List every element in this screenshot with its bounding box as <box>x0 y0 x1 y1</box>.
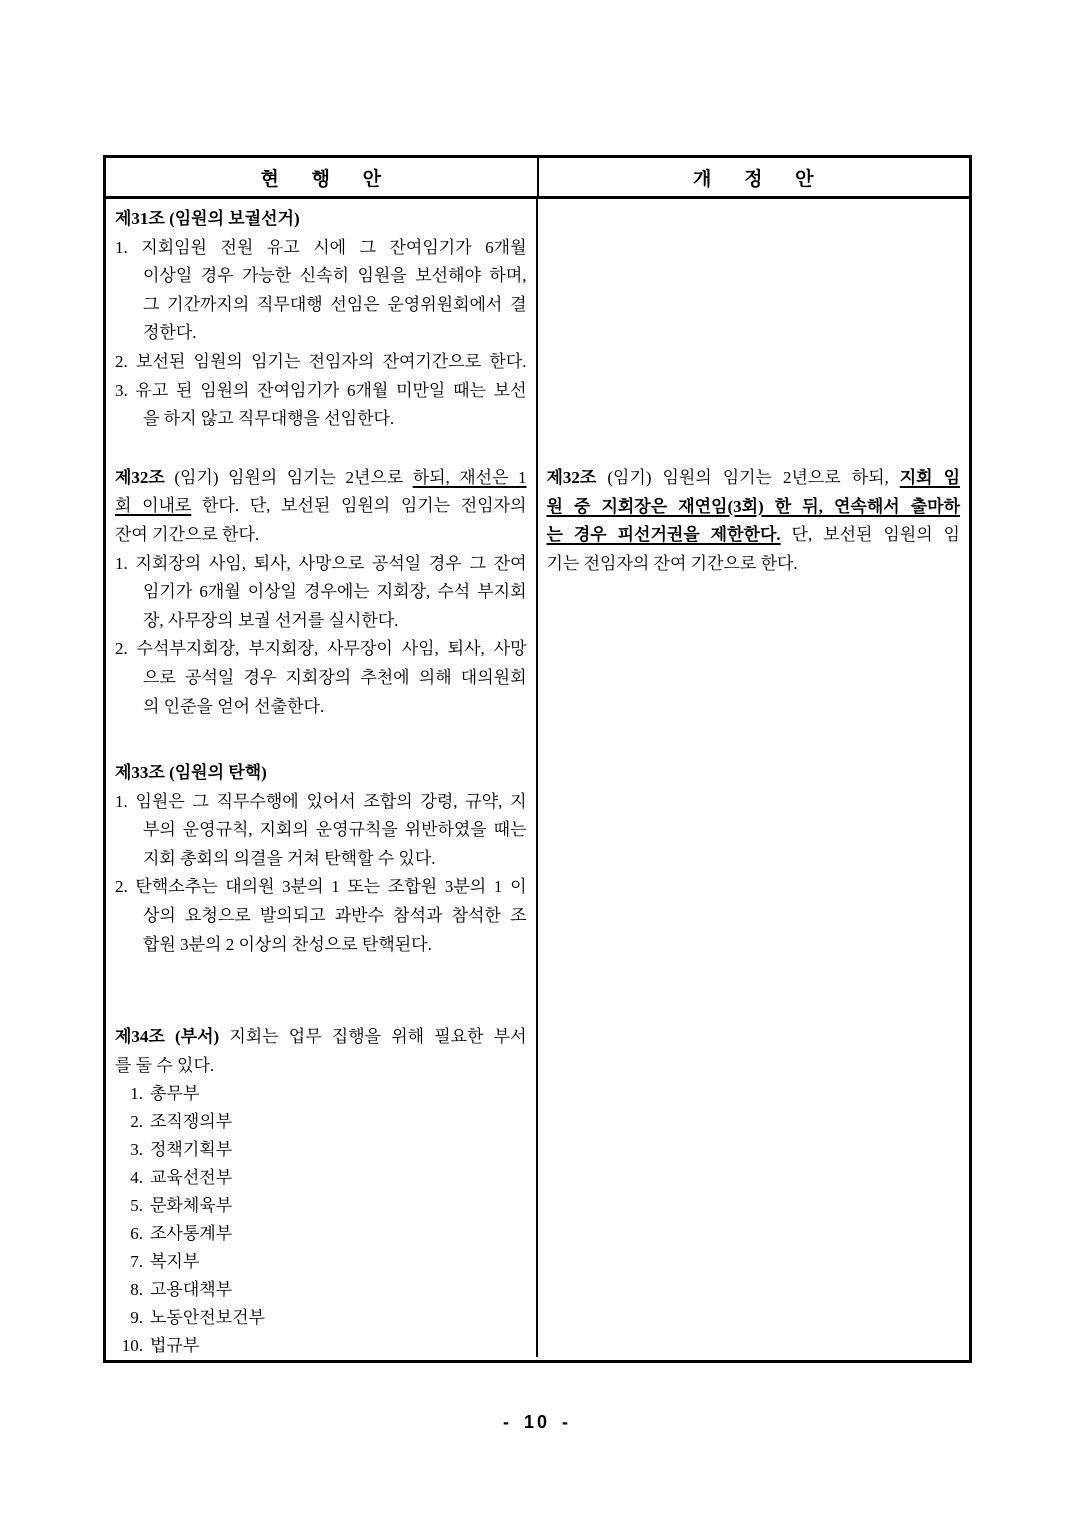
article-33-current <box>115 759 527 959</box>
text-line <box>547 464 961 493</box>
text-line: 합원 3분의 2 이상의 찬성으로 탄핵된다. <box>143 934 432 954</box>
department-number: 4. <box>130 1168 143 1188</box>
text-line <box>115 492 527 521</box>
department-number: 9. <box>130 1308 143 1328</box>
article-32-revised-intro: (임기) 임원의 임기는 2년으로 하되, <box>596 468 900 487</box>
department-number: 2. <box>130 1112 143 1132</box>
text-line: 상의 요청으로 발의되고 과반수 참석과 참석한 조 <box>143 906 527 926</box>
department-number: 1. <box>130 1084 143 1104</box>
text-line: 이상일 경우 가능한 신속히 임원을 보선해야 하며, <box>143 266 527 286</box>
underlined-text: 하되, 재선은 1 <box>412 467 527 487</box>
text-line: 정한다. <box>143 323 197 343</box>
department-name: 법규부 <box>150 1336 200 1356</box>
department-name: 조직쟁의부 <box>150 1112 233 1132</box>
article-34-current <box>115 1023 527 1357</box>
current-column-cell <box>106 199 538 1357</box>
department-item <box>115 1136 527 1164</box>
article-32-revised-number: 제32조 <box>546 468 597 487</box>
department-item <box>115 1164 527 1192</box>
text-line: 기는 전임자의 잔여 기간으로 한다. <box>546 553 798 573</box>
department-name: 복지부 <box>150 1252 200 1272</box>
amendment-underlined-text: 는 경우 피선거권을 제한한다. <box>546 525 781 545</box>
empty-cell-space <box>547 205 961 464</box>
department-number: 3. <box>130 1140 143 1160</box>
department-item <box>115 1276 527 1304</box>
department-item <box>115 1220 527 1248</box>
department-number: 10. <box>121 1336 143 1356</box>
underlined-text: 회 이내로 <box>115 496 192 516</box>
text-line <box>547 521 961 550</box>
department-item <box>115 1108 527 1136</box>
text-line: 의 인준을 얻어 선출한다. <box>143 696 325 716</box>
department-item <box>115 1248 527 1276</box>
header-current-column: 현 행 안 <box>106 158 539 196</box>
text-line: 으로 공석일 경우 지회장의 추천에 의해 대의원회 <box>143 667 527 687</box>
department-item <box>115 1332 527 1357</box>
text-line: 부의 운영규칙, 지회의 운영규칙을 위반하였을 때는 <box>143 820 527 840</box>
text-line: 를 둘 수 있다. <box>115 1055 215 1075</box>
text-line: 2. 수석부지회장, 부지회장, 사무장이 사임, 퇴사, 사망 <box>115 639 527 659</box>
department-number: 8. <box>130 1280 143 1300</box>
department-number: 6. <box>130 1224 143 1244</box>
article-32-text: 한다. 단, 보선된 임원의 임기는 전임자의 <box>191 496 527 516</box>
department-name: 교육선전부 <box>150 1168 233 1188</box>
text-line: 3. 유고 된 임원의 잔여임기가 6개월 미만일 때는 보선 <box>115 380 527 400</box>
text-line: 1. 지회임원 전원 유고 시에 그 잔여임기가 6개월 <box>115 237 527 257</box>
article-32-intro: (임기) 임원의 임기는 2년으로 <box>164 467 413 487</box>
department-name: 총무부 <box>150 1084 200 1104</box>
text-line: 임기가 6개월 이상일 경우에는 지회장, 수석 부지회 <box>143 582 527 602</box>
text-line: 2. 탄핵소추는 대의원 3분의 1 또는 조합원 3분의 1 이 <box>115 877 527 897</box>
department-name: 조사통계부 <box>150 1224 233 1244</box>
table-header-row <box>106 158 969 199</box>
text-line: 장, 사무장의 보궐 선거를 실시한다. <box>143 610 399 630</box>
article-31-heading: 제31조 (임원의 보궐선거) <box>115 209 300 228</box>
text-line: 1. 지회장의 사임, 퇴사, 사망으로 공석일 경우 그 잔여 <box>115 553 527 573</box>
text-line: 그 기간까지의 직무대행 선임은 운영위원회에서 결 <box>143 294 527 314</box>
text-line: 2. 보선된 임원의 임기는 전임자의 잔여기간으로 한다. <box>115 351 527 371</box>
article-32-current <box>115 464 527 721</box>
department-number: 5. <box>130 1196 143 1216</box>
department-item <box>115 1304 527 1332</box>
department-item <box>115 1192 527 1220</box>
page-number: - 10 - <box>502 1412 571 1432</box>
article-32-number: 제32조 <box>115 467 165 487</box>
article-33-heading: 제33조 (임원의 탄핵) <box>115 763 267 783</box>
department-item <box>115 1080 527 1108</box>
amendment-underlined-text: 지회 임 <box>899 468 960 487</box>
text-line: 을 하지 않고 직무대행을 선임한다. <box>143 409 395 429</box>
department-name: 문화체육부 <box>150 1196 233 1216</box>
header-revised-column: 개 정 안 <box>692 168 815 190</box>
table-body-row <box>106 199 969 1357</box>
article-34-intro: 지회는 업무 집행을 위해 필요한 부서 <box>219 1027 527 1047</box>
comparison-table <box>103 155 972 1363</box>
article-34-number: 제34조 (부서) <box>115 1027 220 1047</box>
department-name: 정책기획부 <box>150 1140 233 1160</box>
article-32-revised-text: 단, 보선된 임원의 임 <box>780 525 960 545</box>
revised-column-cell <box>538 199 970 1357</box>
article-31-current <box>115 205 527 434</box>
text-line <box>547 493 961 522</box>
amendment-underlined-text: 원 중 지회장은 재연임(3회) 한 뒤, 연속해서 출마하 <box>546 496 960 516</box>
text-line: 1. 임원은 그 직무수행에 있어서 조합의 강령, 규약, 지 <box>115 791 527 811</box>
department-name: 노동안전보건부 <box>150 1308 265 1328</box>
text-line <box>115 1023 527 1052</box>
department-number: 7. <box>130 1252 143 1272</box>
text-line: 잔여 기간으로 한다. <box>115 524 260 544</box>
article-32-revised <box>547 464 961 578</box>
text-line: 지회 총회의 의결을 거쳐 탄핵할 수 있다. <box>143 848 436 868</box>
department-name: 고용대책부 <box>150 1280 233 1300</box>
text-line <box>115 464 527 493</box>
